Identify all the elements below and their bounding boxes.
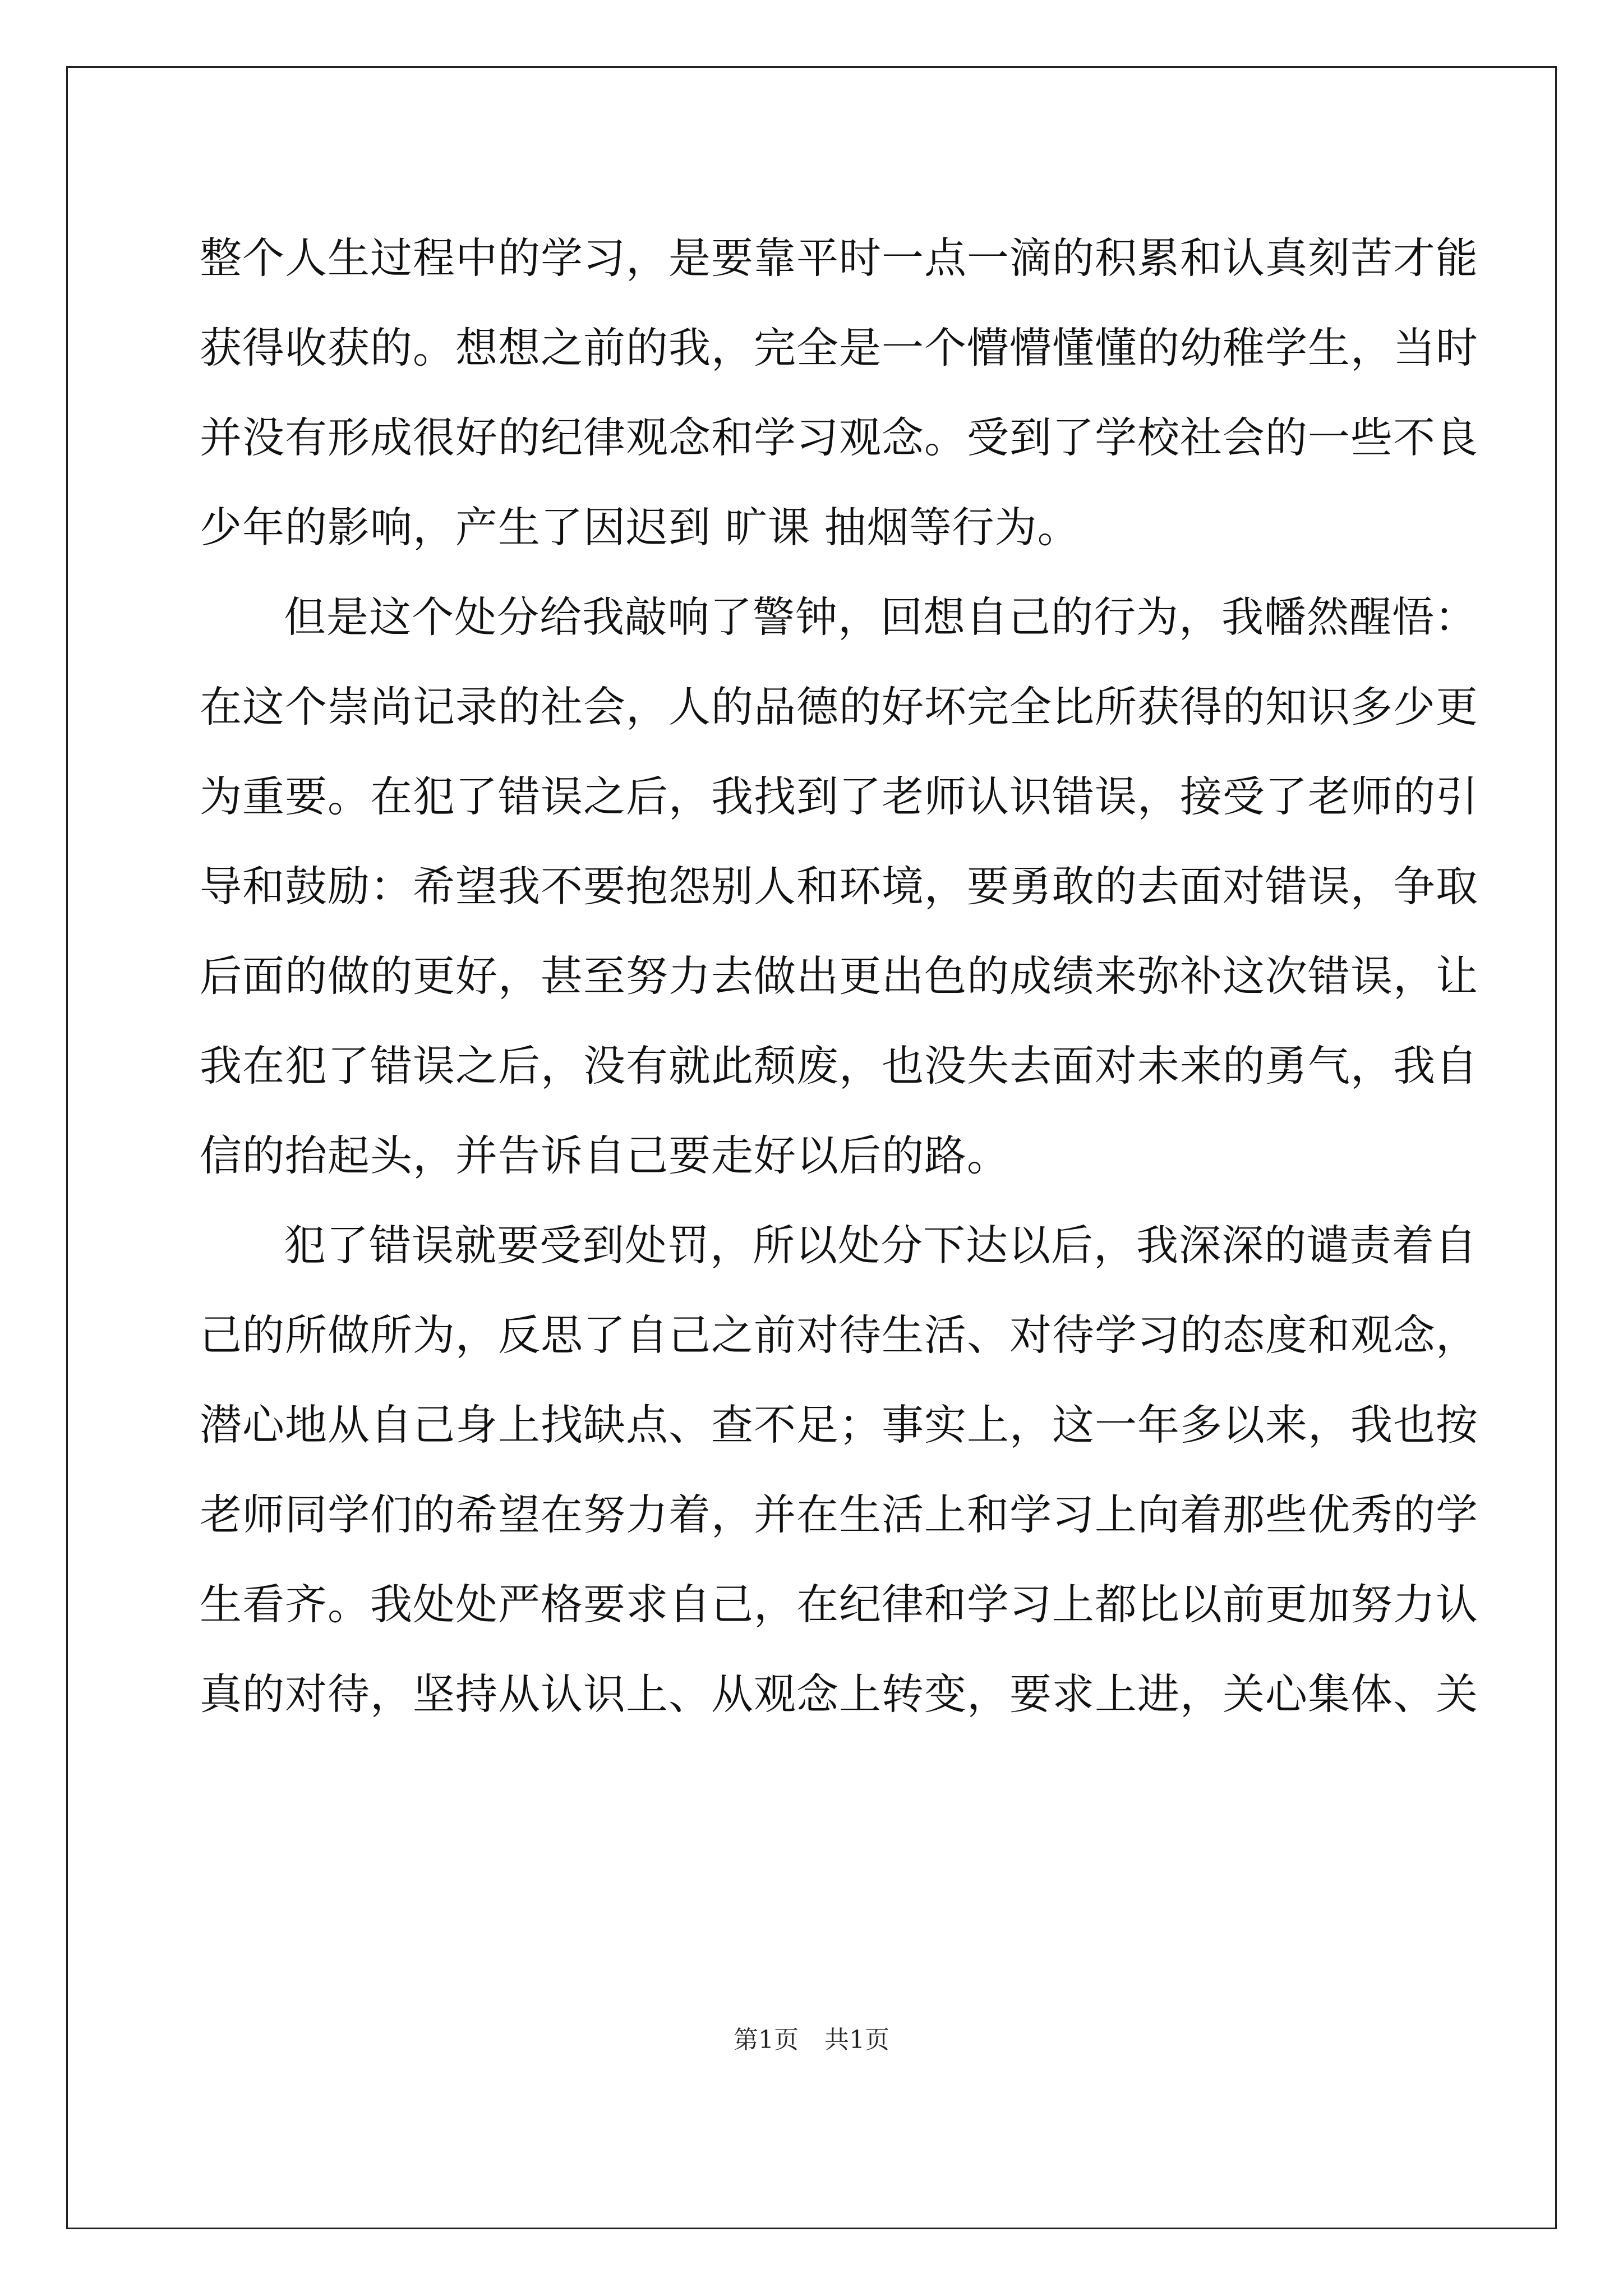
text-line: 并没有形成很好的纪律观念和学习观念。受到了学校社会的一些不良 <box>200 413 1479 462</box>
text-line: 信的抬起头，并告诉自己要走好以后的路。 <box>200 1131 1010 1180</box>
paragraph-start-line: 但是这个处分给我敲响了警钟，回想自己的行为，我幡然醒悟： <box>284 592 1478 642</box>
text-line: 老师同学们的希望在努力着，并在生活上和学习上向着那些优秀的学 <box>200 1490 1479 1539</box>
page-number: 第1页 <box>734 2026 799 2054</box>
text-line: 己的所做所为，反思了自己之前对待生活、对待学习的态度和观念， <box>200 1310 1479 1360</box>
text-line: 在这个崇尚记录的社会，人的品德的好坏完全比所获得的知识多少更 <box>200 682 1479 731</box>
page-footer <box>0 2019 1623 2055</box>
text-line: 整个人生过程中的学习，是要靠平时一点一滴的积累和认真刻苦才能 <box>200 233 1479 283</box>
paragraph-start-line: 犯了错误就要受到处罚，所以处分下达以后，我深深的谴责着自 <box>284 1221 1478 1270</box>
text-line: 导和鼓励：希望我不要抱怨别人和环境，要勇敢的去面对错误，争取 <box>200 862 1479 911</box>
text-line: 潜心地从自己身上找缺点、查不足；事实上，这一年多以来，我也按 <box>200 1400 1479 1450</box>
text-line: 获得收获的。想想之前的我，完全是一个懵懵懂懂的幼稚学生，当时 <box>200 323 1479 372</box>
text-line: 真的对待，坚持从认识上、从观念上转变，要求上进，关心集体、关 <box>200 1669 1479 1719</box>
document-body <box>200 213 1479 1739</box>
page-total: 共1页 <box>824 2026 889 2054</box>
text-line: 生看齐。我处处严格要求自己，在纪律和学习上都比以前更加努力认 <box>200 1580 1479 1629</box>
text-line: 为重要。在犯了错误之后，我找到了老师认识错误，接受了老师的引 <box>200 772 1479 821</box>
text-line: 我在犯了错误之后，没有就此颓废，也没失去面对未来的勇气，我自 <box>200 1041 1479 1091</box>
text-line: 少年的影响，产生了因迟到 旷课 抽烟等行为。 <box>200 503 1080 552</box>
text-line: 后面的做的更好，甚至努力去做出更出色的成绩来弥补这次错误，让 <box>200 951 1479 1001</box>
